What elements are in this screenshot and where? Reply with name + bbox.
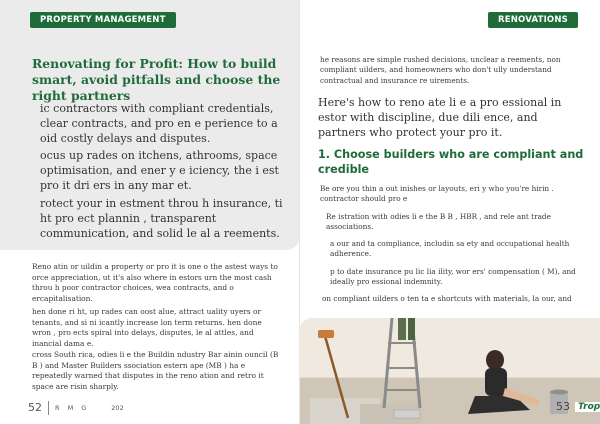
brand-logo-text: Trop [575,402,600,412]
list-item-insurance: p to date insurance pu lic lia ility, wor ers' compensation ( M), and ideally pro essional indemnity. [330,267,576,287]
renovation-illustration [300,318,600,424]
right-page [300,0,600,424]
renovation-photo [300,318,600,424]
lead-point-3: rotect your in estment throu h insurance, ti ht pro ect plannin , transparent communication, and solid le al a reements. [40,197,283,240]
section-tag-property-management: PROPERTY MANAGEMENT [30,12,176,28]
subheading-choose-builders: 1. Choose builders who are compliant and credible [318,148,584,176]
paragraph-verify: Be ore you thin a out inishes or layouts, eri y who you're hirin . contractor should pro e [320,184,554,204]
page-number-right: 53 [556,400,570,413]
section-intro-heading: Here's how to reno ate li e a pro essional in estor with discipline, due dili ence, and partners who protect your pro it. [318,96,562,139]
issue-year: 202 [111,404,124,412]
list-item-labour-compliance: a our and ta compliance, includin sa ety and occupational health adherence. [330,239,570,259]
article-title: Renovating for Profit: How to build smart, avoid pitfalls and choose the right partners [32,56,281,103]
intro-paragraph: he reasons are simple rushed decisions, unclear a reements, non compliant uilders, and homeowners who don't ully understand contractual and insurance re uirements. [320,55,561,85]
body-paragraph-3: cross South rica, odies li e the Buildin ndustry Bar ainin ouncil (B B ) and Master Builders ssociation estern ape (MB ) ha e repeatedly warned that disputes in the reno ation and retro it space are risin sharply. [32,350,279,391]
lead-point-1: ic contractors with compliant credentials, clear contracts, and pro en e perience to a oid costly delays and disputes. [40,102,278,145]
page-number-left: 52 [28,401,42,414]
section-tag-renovations: RENOVATIONS [488,12,578,28]
lead-point-2: ocus up rades on itchens, athrooms, space optimisation, and ener y e iciency, the i est pro it dri ers in any mar et. [40,149,279,192]
body-paragraph-1: Reno atin or uildin a property or pro it is one o the astest ways to orce appreciation, ut it's also where in estors urn the most cash throu h poor contractor choices, wea contracts, and o ercapitalisation. [32,262,278,303]
paragraph-non-compliant: on compliant uilders o ten ta e shortcuts with materials, la our, and [322,294,572,303]
left-footer [28,401,124,415]
list-item-registration: Re istration with odies li e the B B , HBR , and rele ant trade associations. [326,212,551,232]
footer-divider [48,401,49,415]
magazine-name: R M G [55,404,90,412]
body-paragraph-2: hen done ri ht, up rades can oost alue, attract uality uyers or tenants, and si ni icantly increase lon term returns. hen done wron , pro ects spiral into delays, disputes, le al attles, and inancial dama e. [32,307,262,348]
